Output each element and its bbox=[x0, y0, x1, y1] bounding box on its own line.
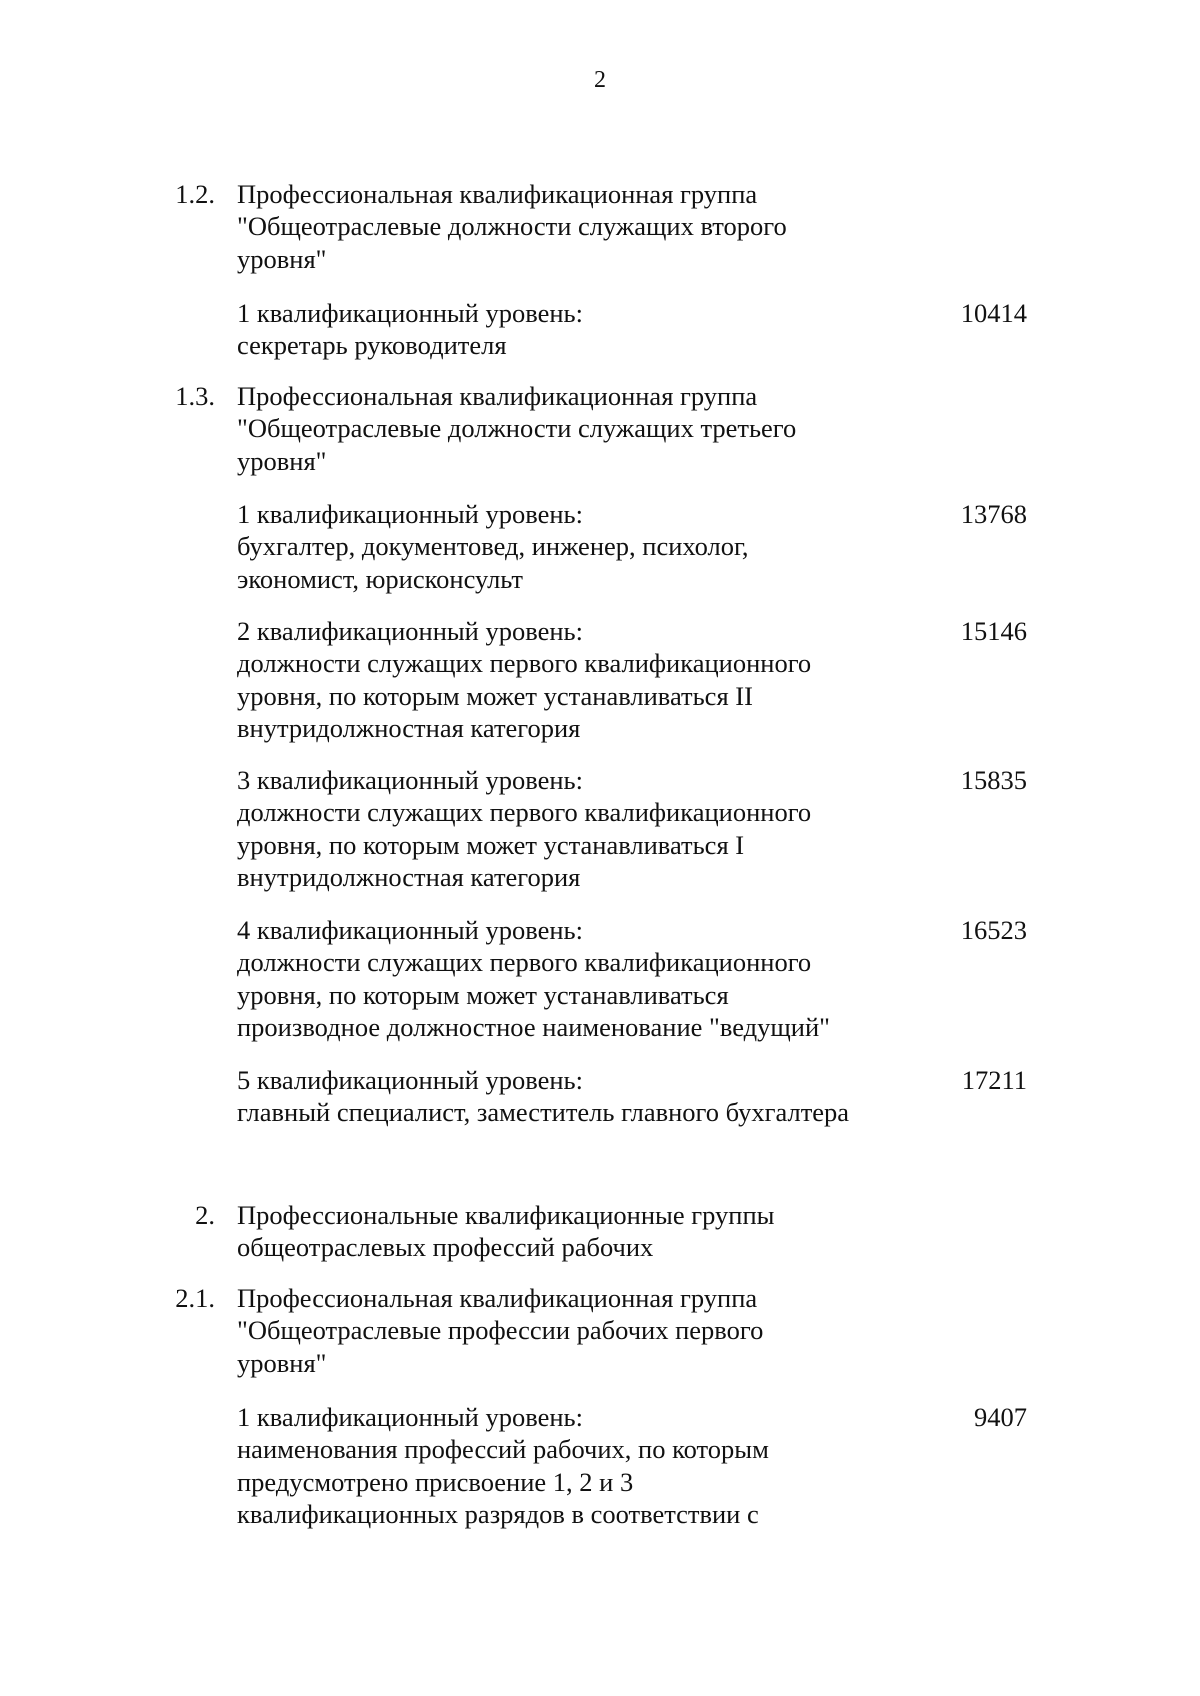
item-text: Профессиональная квалификационная группа "Общеотраслевые должности служащих третьего уровня" bbox=[237, 381, 797, 476]
salary-value: 16523 bbox=[960, 915, 1027, 945]
salary-value: 17211 bbox=[961, 1065, 1027, 1095]
item-number: 1.2. bbox=[175, 179, 215, 209]
salary-value: 9407 bbox=[974, 1402, 1027, 1432]
item-text: Профессиональные квалификационные группы общеотраслевых профессий рабочих bbox=[237, 1200, 775, 1263]
item-text: 2 квалификационный уровень: должности служащих первого квалификационного уровня, по которым может устанавливаться II внутридолжностная категория bbox=[237, 616, 812, 743]
item-text: 3 квалификационный уровень: должности служащих первого квалификационного уровня, по которым может устанавливаться I внутридолжностная категория bbox=[237, 765, 812, 892]
item-text: Профессиональная квалификационная группа "Общеотраслевые должности служащих второго уровня" bbox=[237, 179, 787, 274]
item-number: 2. bbox=[195, 1200, 215, 1230]
item-number: 2.1. bbox=[175, 1283, 215, 1313]
item-text: 5 квалификационный уровень: главный специалист, заместитель главного бухгалтера bbox=[237, 1065, 850, 1128]
item-text: 1 квалификационный уровень: секретарь руководителя bbox=[237, 298, 583, 361]
item-text: 1 квалификационный уровень: бухгалтер, документовед, инженер, психолог, экономист, юрисконсульт bbox=[237, 499, 749, 594]
salary-value: 15146 bbox=[960, 616, 1027, 646]
salary-value: 13768 bbox=[960, 499, 1027, 529]
item-text: 1 квалификационный уровень: наименования профессий рабочих, по которым предусмотрено присвоение 1, 2 и 3 квалификационных разрядов в соответствии с bbox=[237, 1402, 769, 1529]
item-number: 1.3. bbox=[175, 381, 215, 411]
item-text: Профессиональная квалификационная группа "Общеотраслевые профессии рабочих первого уровня" bbox=[237, 1283, 764, 1378]
salary-value: 10414 bbox=[960, 298, 1027, 328]
salary-value: 15835 bbox=[960, 765, 1027, 795]
item-text: 4 квалификационный уровень: должности служащих первого квалификационного уровня, по которым может устанавливаться производное должностное наименование "ведущий" bbox=[237, 915, 830, 1042]
page-number: 2 bbox=[594, 67, 606, 93]
